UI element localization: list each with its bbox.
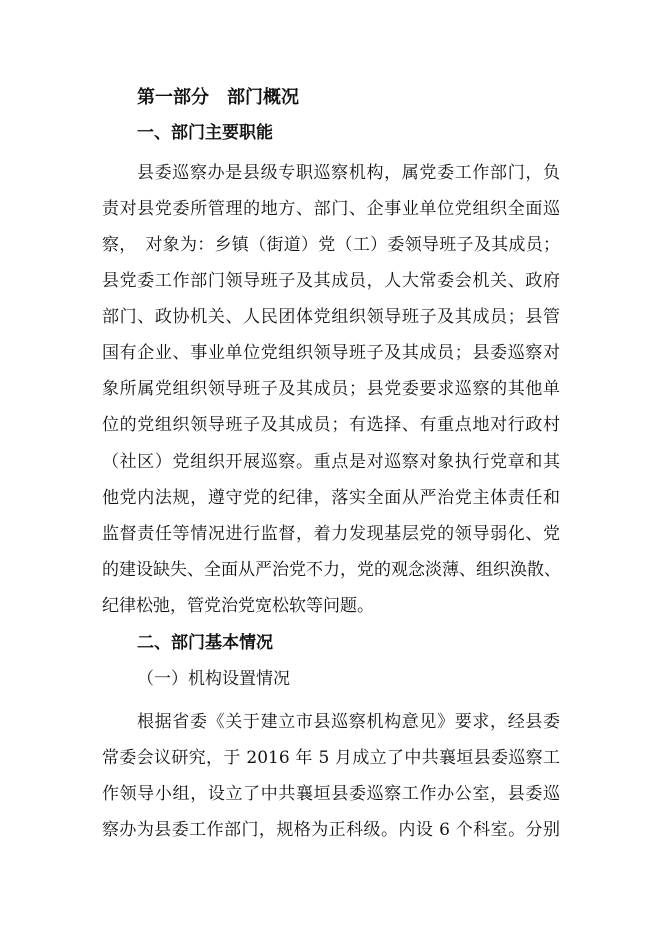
paragraph-line: 位的党组织领导班子及其成员；有选择、有重点地对行政村	[102, 415, 560, 435]
section-heading-basic-info: 二、部门基本情况	[137, 633, 273, 653]
paragraph-line: 的建设缺失、全面从严治党不力，党的观念淡薄、组织涣散、	[102, 560, 561, 580]
paragraph-line: 他党内法规，遵守党的纪律，落实全面从严治党主体责任和	[102, 488, 560, 508]
paragraph-line: 责对县党委所管理的地方、部门、企事业单位党组织全面巡	[102, 199, 560, 219]
paragraph-line: 县党委工作部门领导班子及其成员，人大常委会机关、政府	[102, 271, 560, 291]
paragraph-line: 作领导小组，设立了中共襄垣县委巡察工作办公室，县委巡	[102, 784, 560, 804]
paragraph-line: 国有企业、事业单位党组织领导班子及其成员；县委巡察对	[102, 343, 560, 363]
paragraph-line: 察办为县委工作部门，规格为正科级。内设 6 个科室。分别	[102, 820, 560, 840]
paragraph-line: 部门、政协机关、人民团体党组织领导班子及其成员；县管	[102, 307, 560, 327]
paragraph-line: 监督责任等情况进行监督，着力发现基层党的领导弱化、党	[102, 524, 560, 544]
section-heading-functions: 一、部门主要职能	[137, 123, 273, 143]
paragraph-line: 纪律松弛，管党治党宽松软等问题。	[102, 596, 374, 616]
paragraph-line: 根据省委《关于建立市县巡察机构意见》要求，经县委	[137, 712, 560, 732]
page-title: 第一部分 部门概况	[137, 87, 299, 108]
subsection-heading: （一）机构设置情况	[137, 669, 290, 689]
paragraph-line: 象所属党组织领导班子及其成员；县党委要求巡察的其他单	[102, 379, 560, 399]
paragraph-line: 县委巡察办是县级专职巡察机构，属党委工作部门，负	[137, 163, 560, 183]
paragraph-line: （社区）党组织开展巡察。重点是对巡察对象执行党章和其	[102, 452, 560, 472]
paragraph-line: 常委会议研究，于 2016 年 5 月成立了中共襄垣县委巡察工	[102, 748, 560, 768]
paragraph-line: 察， 对象为：乡镇（街道）党（工）委领导班子及其成员；	[102, 235, 560, 255]
